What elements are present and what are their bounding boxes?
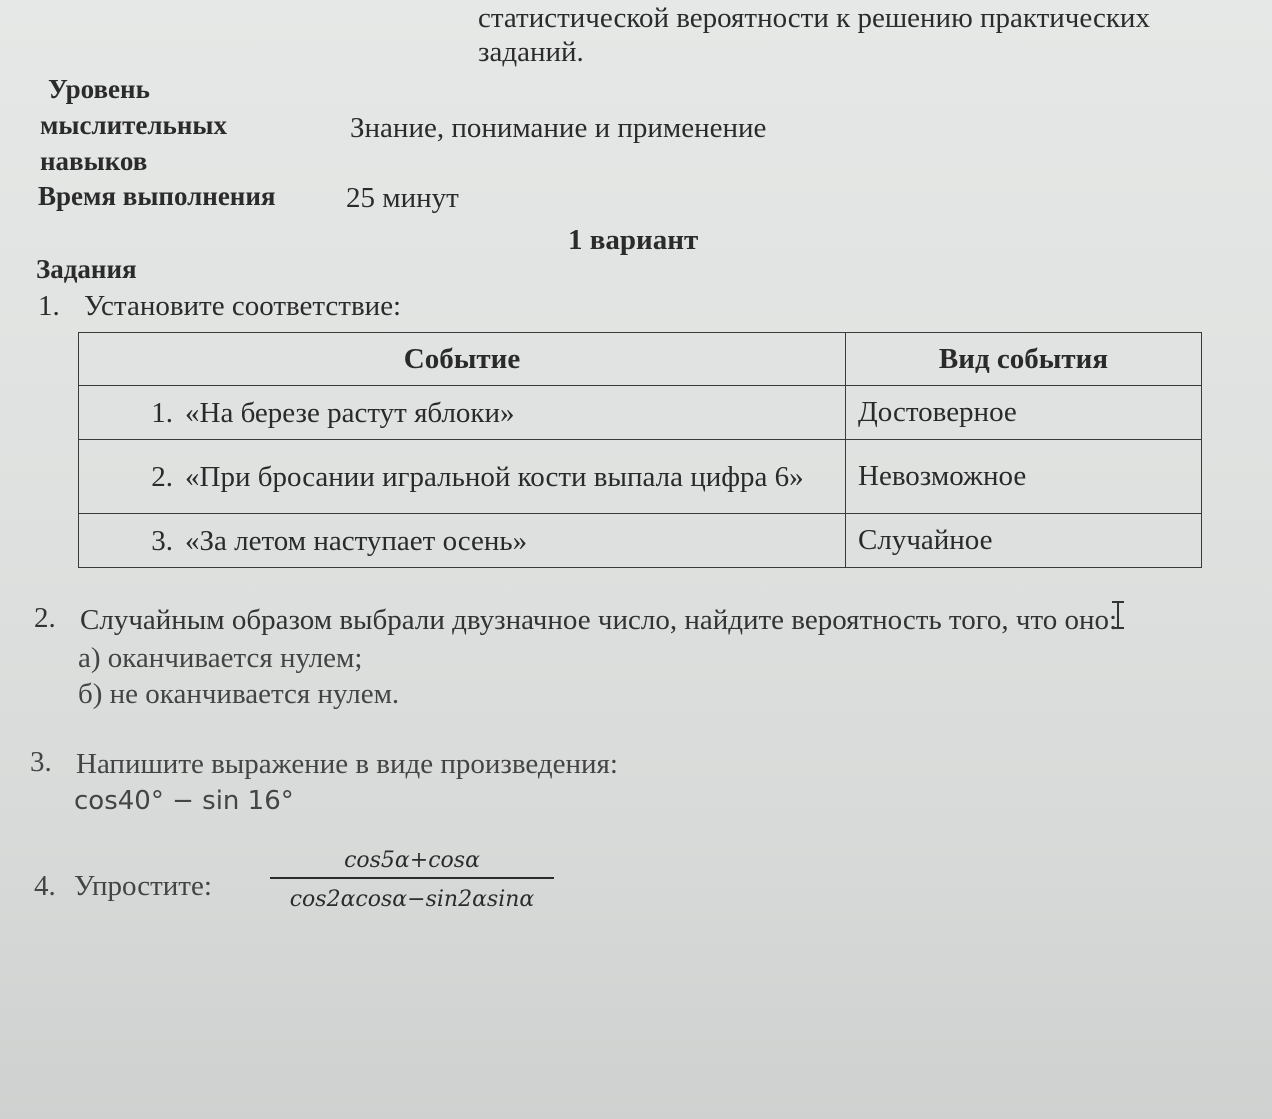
event-text: «При бросании игральной кости выпала цифра 6» [185,460,804,493]
column-header-kind: Вид события [846,333,1202,386]
table-row [79,386,1202,440]
kind-cell: Достоверное [846,386,1202,440]
fraction-denominator: cos2αcosα−sin2αsinα [289,887,535,912]
level-label-line-3: навыков [40,146,148,176]
task2-number: 2. [34,602,56,634]
event-cell [79,386,846,440]
event-cell [79,514,846,568]
task4-fraction [270,848,554,912]
level-label-line-1: Уровень [48,74,150,104]
kind-cell: Случайное [846,514,1202,568]
event-text: «За летом наступает осень» [185,524,528,557]
objective-line-2: заданий. [478,36,584,68]
text-cursor-icon [1110,600,1126,638]
table-row [79,514,1202,568]
task1-text: Установите соответствие: [84,290,402,322]
time-label: Время выполнения [38,181,276,211]
matching-table [78,332,1202,568]
task2-option-b: б) не оканчивается нулем. [78,678,400,710]
objective-line-1: статистической вероятности к решению практических [478,2,1150,34]
row-number: 1. [151,396,173,429]
task3-expression: cos40° − sin 16° [74,786,294,816]
task2-text: Случайным образом выбрали двузначное число, найдите вероятность того, что оно: [80,604,1118,636]
row-number: 3. [151,524,173,557]
column-header-event: Событие [79,333,846,386]
tasks-title: Задания [36,254,137,284]
task3-text: Напишите выражение в виде произведения: [76,748,618,780]
task4-text: Упростите: [74,870,212,902]
event-text: «На березе растут яблоки» [185,396,515,429]
task1-number: 1. [38,290,60,322]
task2-option-a: а) оканчивается нулем; [78,642,363,674]
kind-cell: Невозможное [846,440,1202,514]
variant-title: 1 вариант [568,224,699,256]
row-number: 2. [151,460,173,493]
table-header-row [79,333,1202,386]
task3-number: 3. [30,746,52,778]
event-cell [79,440,846,514]
level-label-line-2: мыслительных [40,110,227,140]
task4-number: 4. [34,870,56,902]
time-value: 25 минут [346,182,459,214]
table-row [79,440,1202,514]
level-value: Знание, понимание и применение [350,112,767,144]
fraction-numerator: cos5α+cosα [270,848,554,879]
